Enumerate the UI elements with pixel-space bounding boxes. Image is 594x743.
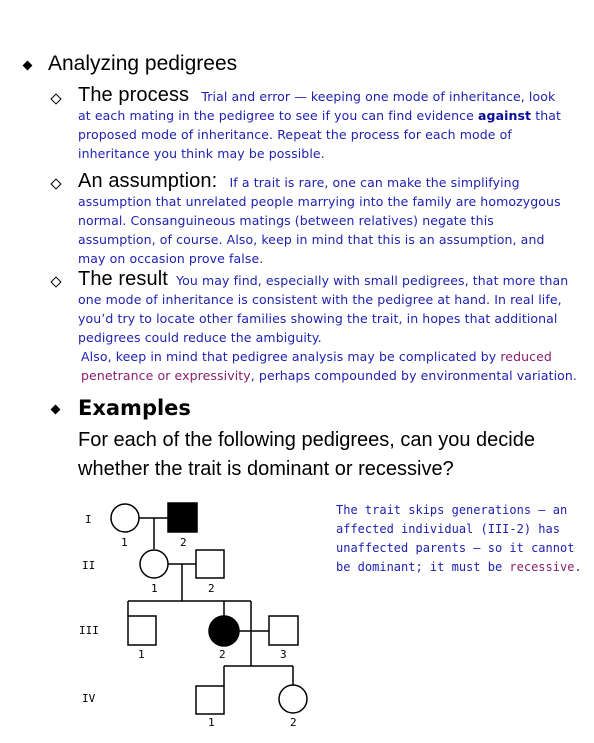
label-III-1: 1 xyxy=(138,648,145,661)
individual-II-2 xyxy=(196,550,224,578)
individual-III-1 xyxy=(128,616,156,645)
assumption-text: If a trait is rare, one can make the simplifying assumption that unrelated people marrying into the family are homozygous normal. Consanguineous matings (between relatives) negate this assumption, of course. Also, keep in mind that this is an assumption, and may on occasion prove false. xyxy=(78,175,561,266)
label-I-2: 2 xyxy=(180,536,187,549)
label-I-1: 1 xyxy=(121,536,128,549)
pedigree-diagram xyxy=(0,490,330,740)
explanation-line-1: The trait skips generations — an xyxy=(336,503,568,517)
label-II-1: 1 xyxy=(151,582,158,595)
result-text: You may find, especially with small pedigrees, that more than one mode of inheritance is consistent with the pedigree at hand. In real life, you’d try to locate other families showing the trait, in hopes that additional pedigrees could reduce the ambiguity. xyxy=(78,273,569,345)
process-bullet-icon xyxy=(50,93,61,104)
result-bullet-icon xyxy=(50,276,61,287)
explanation-highlight: recessive xyxy=(509,560,575,574)
result-section xyxy=(78,270,578,385)
examples-title: Examples xyxy=(78,396,191,420)
explanation-line-3: unaffected parents — so it cannot xyxy=(336,541,575,555)
result-title: The result xyxy=(78,268,168,290)
individual-IV-1 xyxy=(196,686,224,714)
generation-label-II: II xyxy=(82,559,96,572)
individual-II-1 xyxy=(140,550,168,578)
examples-question: For each of the following pedigrees, can you decide whether the trait is dominant or recessive? xyxy=(78,429,535,480)
assumption-bullet-icon xyxy=(50,178,61,189)
explanation-line-2: affected individual (III-2) has xyxy=(336,522,560,536)
label-IV-1: 1 xyxy=(208,716,215,729)
individual-III-3 xyxy=(269,616,298,645)
individual-I-1 xyxy=(111,504,139,532)
process-title: The process xyxy=(78,84,190,106)
assumption-title: An assumption: xyxy=(78,170,218,192)
explanation-line-4 xyxy=(336,558,586,577)
process-section xyxy=(78,86,568,163)
heading-bullet-icon xyxy=(23,61,33,71)
result-text2: Also, keep in mind that pedigree analysis may be complicated by xyxy=(81,349,501,364)
explanation xyxy=(336,501,586,577)
explanation-period: . xyxy=(574,560,582,574)
page-heading: Analyzing pedigrees xyxy=(48,52,238,75)
label-III-2: 2 xyxy=(219,648,226,661)
process-emphasis: against xyxy=(478,108,532,123)
generation-label-IV: IV xyxy=(82,692,96,705)
generation-label-I: I xyxy=(85,513,92,526)
label-II-2: 2 xyxy=(208,582,215,595)
result-text2-after: , perhaps compounded by environmental variation. xyxy=(250,368,577,383)
individual-I-2 xyxy=(168,503,197,532)
examples-bullet-icon xyxy=(51,405,61,415)
label-IV-2: 2 xyxy=(290,716,297,729)
assumption-section xyxy=(78,172,568,268)
process-text: Trial and error — keeping one mode of inheritance, look at each mating in the pedigree to see if you can find evidence xyxy=(78,89,556,123)
generation-label-III: III xyxy=(79,624,99,637)
process-text-after: that proposed mode of inheritance. Repeat the process for each mode of inheritance you think may be possible. xyxy=(78,108,561,161)
explanation-line-4-text: be dominant; it must be xyxy=(336,560,510,574)
individual-IV-2 xyxy=(279,685,307,713)
individual-III-2 xyxy=(209,616,239,646)
label-III-3: 3 xyxy=(280,648,287,661)
result-highlight: reduced penetrance or expressivity xyxy=(81,349,552,383)
